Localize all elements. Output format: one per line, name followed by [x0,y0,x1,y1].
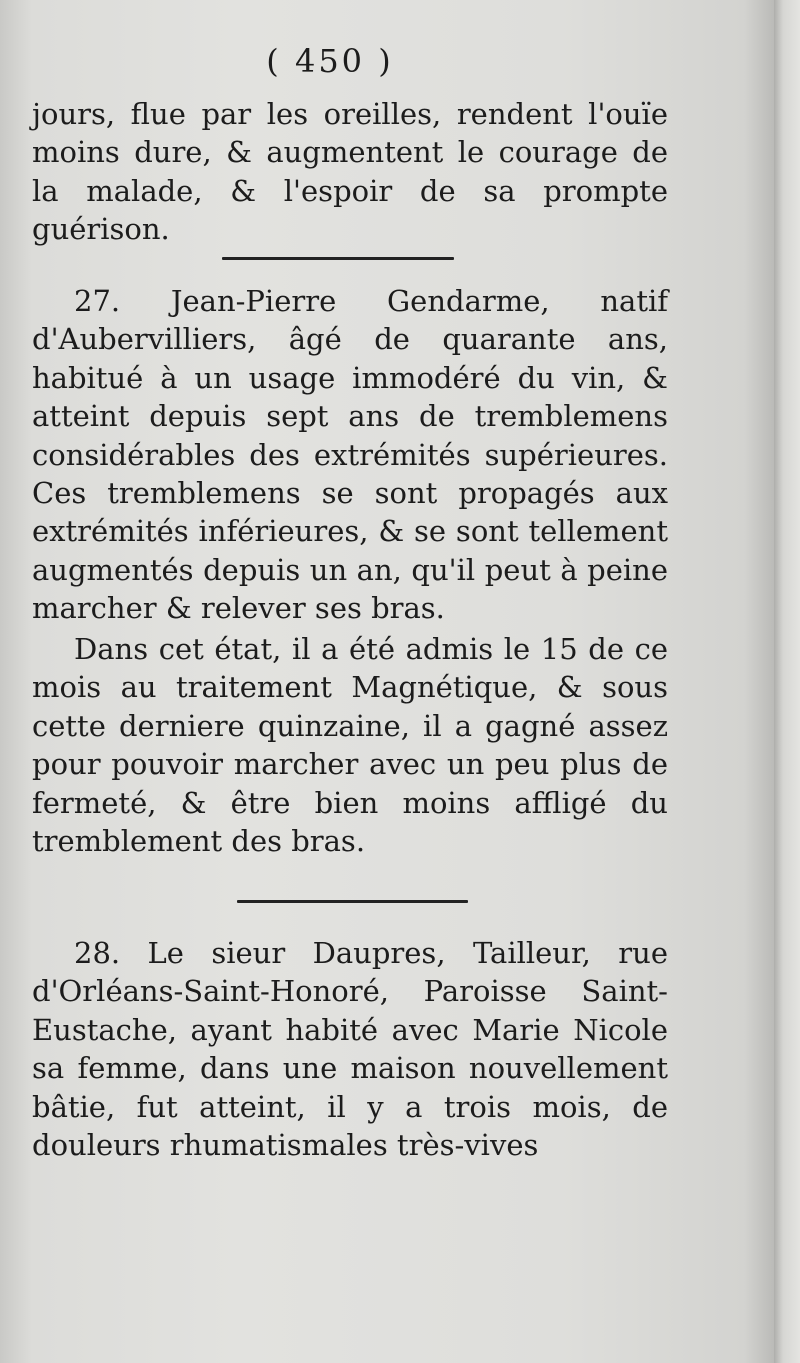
paragraph-case-28: 28. Le sieur Daupres, Tailleur, rue d'Orléans-Saint-Honoré, Paroisse Saint-Eustache, ayant habité avec Marie Nicole sa femme, dans une maison nouvellement bâtie, fut atteint, il y a trois mois, de douleurs rhumatismales très-vives [32,936,668,1163]
paragraph-continuation: jours, flue par les oreilles, rendent l'ouïe moins dure, & augmentent le courage de la malade, & l'espoir de sa prompte guérison. [32,97,668,247]
section-divider [222,257,454,260]
paragraph-case-27-treatment: Dans cet état, il a été admis le 15 de ce mois au traitement Magnétique, & sous cette derniere quinzaine, il a gagné assez pour pouvoir marcher avec un peu plus de fermeté, & être bien moins affligé du tremblement des bras. [32,632,668,859]
paragraph-case-27: 27. Jean-Pierre Gendarme, natif d'Aubervilliers, âgé de quarante ans, habitué à un usage immodéré du vin, & atteint depuis sept ans de tremblemens considérables des extrémités supérieures. Ces tremblemens se sont propagés aux extrémités inférieures, & se sont tellement augmentés depuis un an, qu'il peut à peine marcher & relever ses bras. [32,284,668,626]
page-gutter-shadow [774,0,800,1363]
page-number: ( 450 ) [266,42,394,80]
section-divider [237,900,468,903]
